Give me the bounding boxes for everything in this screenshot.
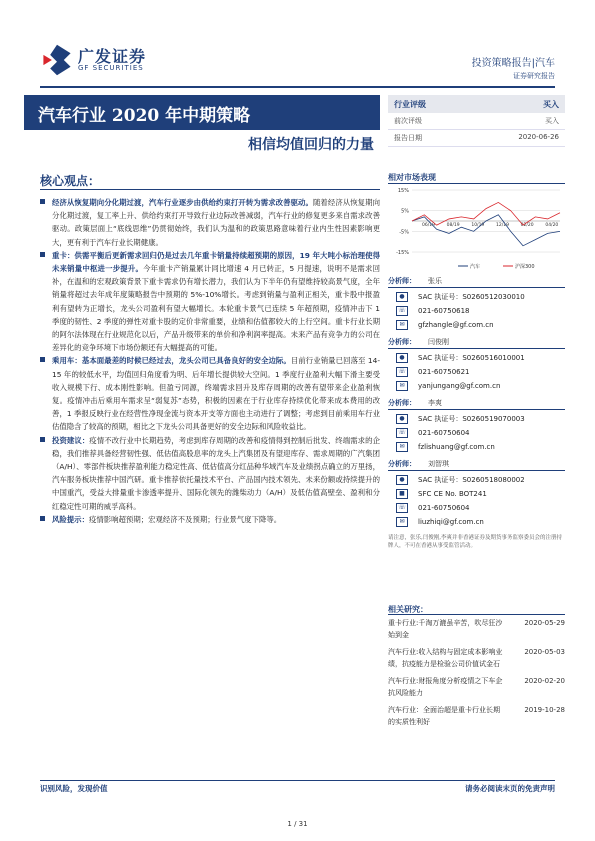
paragraph-text: 疫情不改行业中长期趋势，考虑到库存周期的改善和疫情得到控制后批发、终端需求的企稳，我们推荐具备经营韧性强、低估值高股息率的龙头上汽集团及有望迎库存、需求周期的广汽集团（A/H）、零部件板块推荐盈利能力稳定性高、低估值高分红品种华域汽车及业绩拐点确立的万里扬，汽车服务板块推荐中国汽研。重卡推荐依托量技术平台、产品国内技术领先、未来份额或持续提升的中国重汽，受益大排量重卡渗透率提升、国际化领先的潍柴动力（A/H）及低估值高壁垒、盈利和分红稳定性可期的威孚高科。 — [52, 435, 380, 511]
phone-icon: ☏ — [396, 367, 408, 377]
core-divider — [40, 189, 380, 190]
paragraph-text: 随着经济从恢复期向分化期过渡，复工率上升、供给约束打开导致行业边际改善减弱，汽车行业的修复更多来自需求改善驱动。政策层面上“底线思维”仍贯彻始终，我们认为温和的政策思路意味着行业内生性因素影响更大，更有利于汽车行业长期健康。 — [52, 198, 380, 247]
series-line-csi300 — [412, 202, 560, 225]
y-tick-label: 5% — [401, 208, 409, 215]
analyst-sfc — [396, 487, 565, 501]
analyst-sac — [396, 473, 565, 487]
report-subtype: 证券研究报告 — [513, 72, 555, 80]
x-tick-label: 10/19 — [471, 223, 485, 228]
rating-box — [388, 95, 565, 147]
email-text[interactable]: yanjungang@gf.com.cn — [418, 382, 501, 390]
email-icon: ✉ — [396, 442, 408, 452]
core-paragraph — [40, 354, 380, 433]
sac-text: SAC 执证号：S0260519070003 — [418, 415, 525, 423]
report-subtitle: 相信均值回归的力量 — [248, 137, 374, 153]
chart-title: 相对市场表现 — [388, 173, 436, 182]
analyst-email[interactable] — [396, 379, 565, 393]
person-icon: ● — [396, 475, 408, 485]
phone-text: 021-60750604 — [418, 429, 470, 437]
analyst-label: 分析师： — [388, 460, 416, 468]
sac-text: SAC 执证号：S0260518080002 — [418, 476, 525, 484]
bullet-icon — [40, 516, 45, 521]
core-view-title: 核心观点： — [40, 174, 101, 188]
paragraph-lead: 重卡：供需平衡后更新需求回归仍是过去几年重卡销量持续超预期的原因，19 年大吨小标治理使得未来销量中枢进一步提升。 — [52, 250, 380, 274]
related-item[interactable] — [388, 675, 565, 699]
analyst-phone — [396, 304, 565, 318]
analyst-phone — [396, 365, 565, 379]
analyst-divider — [388, 409, 565, 410]
report-date-value: 2020-06-26 — [518, 133, 559, 141]
phone-text: 021-60750621 — [418, 368, 470, 376]
related-item-date: 2020-05-29 — [524, 619, 565, 627]
prev-rating-row — [388, 113, 565, 130]
sac-text: SAC 执证号：S0260512030010 — [418, 293, 525, 301]
email-icon: ✉ — [396, 320, 408, 330]
phone-icon: ☏ — [396, 306, 408, 316]
paragraph-lead: 乘用车：基本面最差的时候已经过去，龙头公司已具备良好的安全边际。 — [52, 356, 291, 366]
analyst-card — [388, 398, 565, 454]
related-item-title[interactable]: 汽车行业:收入结构与固定成本影响业绩，抗疫能力是检验公司价值试金石 — [388, 648, 503, 668]
x-tick-label: 04/20 — [545, 223, 559, 228]
relative-performance-chart — [388, 186, 565, 272]
core-paragraph — [40, 434, 380, 513]
analysts-block — [388, 276, 565, 550]
person-icon: ● — [396, 414, 408, 424]
related-item[interactable] — [388, 704, 565, 728]
email-text[interactable]: fzlishuang@gf.com.cn — [418, 443, 495, 451]
paragraph-lead: 风险提示： — [52, 514, 89, 524]
related-item-date: 2020-02-20 — [524, 677, 565, 685]
bullet-icon — [40, 357, 45, 362]
analyst-card — [388, 459, 565, 529]
prev-rating-value: 买入 — [545, 117, 559, 125]
person-icon: ● — [396, 353, 408, 363]
logo-english: GF SECURITIES — [78, 64, 144, 72]
related-item-title[interactable]: 重卡行业:千淘万漉虽辛苦，吹尽狂沙始到金 — [388, 619, 503, 639]
footer-disclaimer: 请务必阅读末页的免责声明 — [465, 784, 555, 793]
badge-icon: ■ — [396, 489, 408, 499]
analyst-divider — [388, 470, 565, 471]
paragraph-lead: 经济从恢复期向分化期过渡，汽车行业逐步由供给约束打开转为需求改善驱动。 — [52, 198, 313, 207]
email-icon: ✉ — [396, 517, 408, 527]
header-divider — [40, 86, 555, 88]
rating-label: 行业评级 — [394, 100, 426, 109]
analyst-card — [388, 276, 565, 332]
legend-label: 沪深300 — [515, 264, 535, 270]
analyst-email[interactable] — [396, 515, 565, 529]
related-item[interactable] — [388, 617, 565, 641]
analyst-phone — [396, 426, 565, 440]
analyst-sac — [396, 412, 565, 426]
x-tick-label: 06/19 — [422, 223, 435, 228]
sfc-text: SFC CE No. BOT241 — [418, 490, 487, 498]
analyst-sac — [396, 290, 565, 304]
analyst-name: 闫俊刚 — [428, 338, 449, 346]
sac-text: SAC 执证号：S0260516010001 — [418, 354, 525, 362]
bullet-icon — [40, 437, 45, 442]
related-divider — [388, 614, 565, 615]
legend-label: 汽车 — [470, 264, 481, 270]
analyst-email[interactable] — [396, 318, 565, 332]
y-tick-label: -15% — [396, 250, 409, 256]
paragraph-lead: 投资建议： — [52, 435, 90, 445]
related-title: 相关研究： — [388, 605, 428, 614]
x-tick-label: 02/20 — [520, 223, 534, 228]
x-tick-label: 08/19 — [446, 223, 460, 228]
phone-icon: ☏ — [396, 428, 408, 438]
prev-rating-label: 前次评级 — [394, 117, 422, 125]
related-item-title[interactable]: 汽车行业：全面治超是重卡行业长期的实质性利好 — [388, 706, 500, 726]
phone-text: 021-60750618 — [418, 307, 470, 315]
analyst-email[interactable] — [396, 440, 565, 454]
report-date-row — [388, 130, 565, 147]
paragraph-text: 疫情影响超预期；宏观经济不及预期；行业景气度下降等。 — [88, 514, 282, 524]
gf-logo-icon — [40, 43, 74, 77]
related-item-date: 2019-10-28 — [524, 706, 565, 714]
chart-divider — [388, 183, 565, 184]
y-tick-label: -5% — [399, 229, 409, 236]
analyst-label: 分析师： — [388, 277, 416, 285]
analyst-card — [388, 337, 565, 393]
x-tick-label: 12/19 — [496, 223, 509, 228]
core-paragraph — [40, 513, 380, 526]
related-item-title[interactable]: 汽车行业:财报角度分析疫情之下车企抗风险能力 — [388, 677, 503, 697]
paragraph-text: 今年重卡产销量累计同比增速 4 月已转正，5 月提速，说明不是需求回补，在温和的宏观政策背景下重卡需求仍有增长潜力，我们认为下半年仍有望维持较高景气度，全年销量将超过去年成年度策略报告中预期的 5%-10%增长。考虑到销量与盈利正相关，重卡股中报盈利有望转为正增长，龙头公司盈利有望大幅增长。本轮重卡景气已连续 5 年超预期，疫情冲击下 1 季度的韧性、2 季度的弹性对重卡股的定价非常重要，业绩和估值都较大的上行空间。重卡行业长期的阿尔法体现在行业规范化以后，产品升级带来的单价和净利润率提高。未来产品有竞争力的公司在差异化的竞争环境下市场份额还有大幅提高的可能。 — [52, 264, 380, 353]
core-paragraph — [40, 196, 380, 249]
core-paragraph — [40, 249, 380, 355]
analyst-label: 分析师： — [388, 399, 416, 407]
analyst-divider — [388, 348, 565, 349]
analyst-phone — [396, 501, 565, 515]
analyst-disclaimer: 请注意，张乐,闫俊刚,李爽并非香港证券及期货事务监察委员会的注册持牌人，不可在香港从事受监管活动。 — [388, 535, 562, 549]
analyst-name: 张乐 — [428, 277, 442, 285]
paragraph-text: 目前行业销量已回落至 14-15 年的较低水平，均值回归角度看为明、后年增长提供较大空间。1 季度行业盈利大幅下滑主要受收入规模下行、成本刚性影响。但盈亏同源，终端需求回升及库存周期的改善有望带来企业盈利恢复。疫情冲击后乘用车需求呈“弱复苏”态势，积极的因素在于行业库存持续优化带来成本费用的改善，1 季报反映行业在经营性净现金流与资本开支等方面也主动进行了调整；考虑到目前乘用车行业估值隐含了较高的预期，相比之下龙头公司具备更好的安全边际和风险收益比。 — [52, 356, 380, 432]
report-type: 投资策略报告|汽车 — [471, 58, 555, 69]
series-line-auto — [412, 215, 560, 246]
report-title: 汽车行业 2020 年中期策略 — [38, 106, 251, 126]
analyst-name: 李爽 — [428, 399, 442, 407]
related-list — [388, 617, 565, 733]
analyst-divider — [388, 287, 565, 288]
phone-text: 021-60750604 — [418, 504, 470, 512]
bullet-icon — [40, 252, 45, 257]
email-text[interactable]: liuzhiqi@gf.com.cn — [418, 518, 484, 526]
person-icon: ● — [396, 292, 408, 302]
email-icon: ✉ — [396, 381, 408, 391]
rating-value: 买入 — [543, 100, 559, 109]
core-body — [40, 196, 380, 526]
analyst-sac — [396, 351, 565, 365]
y-tick-label: 15% — [397, 188, 409, 194]
report-date-label: 报告日期 — [394, 134, 422, 142]
phone-icon: ☏ — [396, 503, 408, 513]
rating-header — [388, 95, 565, 113]
logo-text: 广发证券 — [78, 47, 147, 66]
analyst-name: 刘智琪 — [428, 460, 449, 468]
related-item-date: 2020-05-03 — [524, 648, 565, 656]
page-number: 1 / 31 — [287, 820, 308, 828]
footer-slogan: 识别风险，发现价值 — [40, 784, 108, 793]
analyst-label: 分析师： — [388, 338, 416, 346]
related-item[interactable] — [388, 646, 565, 670]
footer-divider — [40, 780, 555, 781]
bullet-icon — [40, 199, 45, 204]
email-text[interactable]: gfzhangle@gf.com.cn — [418, 321, 494, 329]
